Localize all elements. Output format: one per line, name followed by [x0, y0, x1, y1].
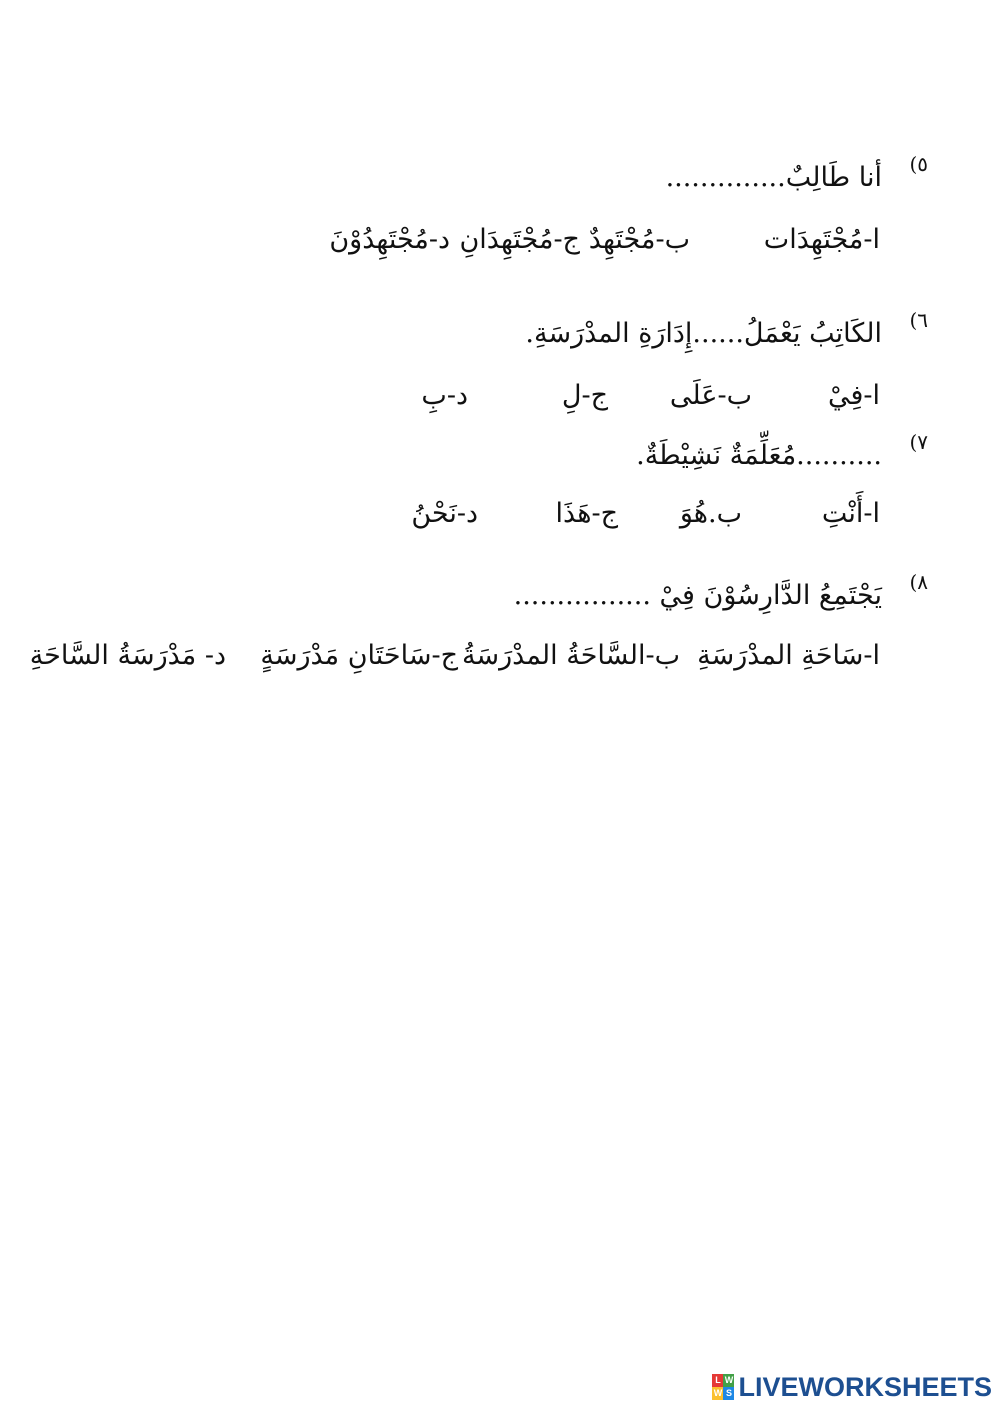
logo-mark-icon: [712, 1374, 734, 1400]
option-6-a[interactable]: ا-فِيْ: [827, 380, 880, 411]
question-text-6: الكَاتِبُ يَعْمَلُ......إِدَارَةِ المدْرَسَةِ.: [525, 318, 882, 349]
option-8-b[interactable]: ب-السَّاحَةُ المدْرَسَةُ: [462, 640, 680, 671]
option-7-a[interactable]: ا-أَنْتِ: [821, 498, 880, 529]
question-number-5: ٥): [909, 152, 928, 176]
question-text-7: ..........مُعَلِّمَةٌ نَشِيْطَةٌ.: [636, 440, 882, 471]
option-8-c[interactable]: ج-سَاحَتَانِ مَدْرَسَةٍ: [260, 640, 458, 671]
option-6-b[interactable]: ب-عَلَى: [669, 380, 752, 411]
option-7-b[interactable]: ب.هُوَ: [679, 498, 742, 529]
logo-letter: L: [712, 1374, 723, 1387]
option-7-c[interactable]: ج-هَذَا: [555, 498, 618, 529]
logo-letter: W: [724, 1375, 734, 1385]
option-6-c[interactable]: ج-لِ: [561, 380, 608, 411]
option-8-a[interactable]: ا-سَاحَةِ المدْرَسَةِ: [697, 640, 880, 671]
option-5-b[interactable]: ب-مُجْتَهِدٌ: [588, 224, 690, 255]
brand-text: LIVEWORKSHEETS: [738, 1371, 992, 1402]
option-5-c[interactable]: ج-مُجْتَهِدَانِ: [459, 224, 580, 255]
question-number-7: ٧): [909, 430, 928, 454]
option-7-d[interactable]: د-نَحْنُ: [411, 498, 478, 529]
option-6-d[interactable]: د-بِ: [421, 380, 468, 411]
question-text-5: أنا طَالِبٌ..............: [665, 162, 882, 193]
question-text-8: يَجْتَمِعُ الدَّارِسُوْنَ فِيْ ................: [513, 580, 882, 611]
logo-letter: W: [713, 1388, 723, 1398]
option-5-d[interactable]: د-مُجْتَهِدُوْنَ: [329, 224, 450, 255]
option-5-a[interactable]: ا-مُجْتَهِدَات: [763, 224, 880, 255]
question-number-6: ٦): [909, 308, 928, 332]
question-number-8: ٨): [909, 570, 928, 594]
liveworksheets-logo: [712, 1369, 992, 1405]
logo-letter: S: [723, 1387, 734, 1400]
option-8-d[interactable]: د- مَدْرَسَةُ السَّاحَةِ: [29, 640, 226, 671]
